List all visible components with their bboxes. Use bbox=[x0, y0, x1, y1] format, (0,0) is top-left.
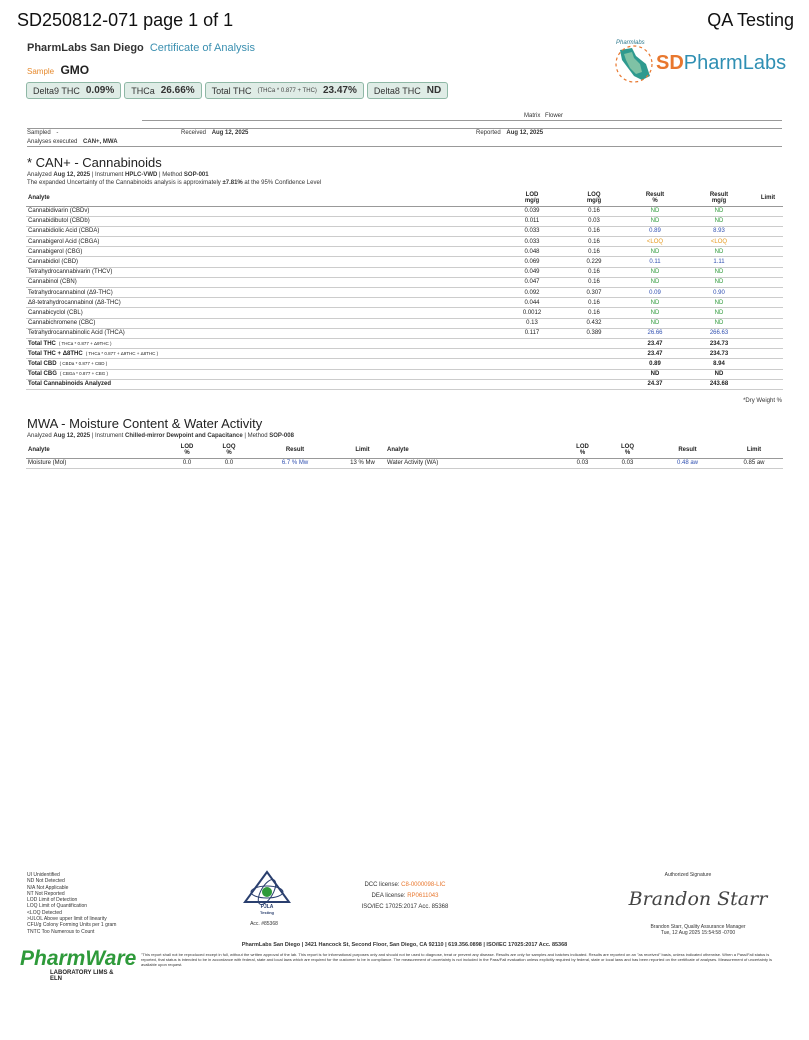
cell-limit bbox=[753, 318, 783, 328]
cell-analyte: Tetrahydrocannabinolic Acid (THCA) bbox=[26, 328, 501, 338]
table-row bbox=[26, 206, 783, 216]
cell-limit bbox=[753, 338, 783, 348]
instrument-value: Chilled-mirror Dewpoint and Capacitance bbox=[124, 433, 243, 439]
cell-lod: 0.039 bbox=[501, 206, 563, 216]
cell-result-mg: ND bbox=[685, 277, 753, 287]
signatory bbox=[628, 924, 768, 936]
cell-total-name bbox=[26, 338, 501, 348]
total-formula: ( THCa * 0.877 + Δ9THC + Δ8THC ) bbox=[85, 350, 159, 356]
cell-result: 6.7 % Mw bbox=[250, 458, 340, 468]
cell-analyte: Cannabidiol (CBD) bbox=[26, 257, 501, 267]
table-row bbox=[26, 257, 783, 267]
abbreviation-item: <LOQ Detected bbox=[27, 909, 62, 916]
cell-limit bbox=[753, 257, 783, 267]
signature-date: Tue, 12 Aug 2025 15:54:58 -0700 bbox=[660, 930, 736, 936]
table-row bbox=[26, 277, 783, 287]
dcc-value: C8-0000098-LIC bbox=[401, 882, 446, 888]
cell-limit bbox=[753, 237, 783, 247]
col-analyte-2: Analyte bbox=[387, 446, 409, 453]
cell-result-pct: ND bbox=[625, 267, 685, 277]
sampled-label: Sampled bbox=[27, 130, 51, 136]
col-result-unit: % bbox=[652, 197, 658, 204]
matrix bbox=[524, 113, 563, 119]
pill-value: ND bbox=[426, 85, 442, 96]
cell-lod: 0.044 bbox=[501, 298, 563, 308]
cell-loq: 0.432 bbox=[563, 318, 625, 328]
col-limit: Limit bbox=[760, 194, 776, 201]
cell-result-mg: <LOQ bbox=[685, 237, 753, 247]
analyzed-label: Analyzed bbox=[27, 172, 52, 178]
method-label: Method bbox=[247, 433, 268, 439]
pill-label: Delta8 THC bbox=[373, 85, 421, 96]
col-loq-unit: mg/g bbox=[586, 197, 602, 204]
abbreviation-item: LOQ Limit of Quantification bbox=[27, 903, 88, 910]
cell-result-pct: 0.11 bbox=[625, 257, 685, 267]
cell-result-pct: ND bbox=[625, 216, 685, 226]
col-lod-unit: % bbox=[579, 449, 586, 456]
cell-lod: 0.0012 bbox=[501, 308, 563, 318]
pill-label: Total THC bbox=[211, 85, 252, 96]
cell-result-pct: 0.89 bbox=[625, 226, 685, 236]
cell-lod: 0.13 bbox=[501, 318, 563, 328]
dea-value: RP0611043 bbox=[407, 893, 439, 899]
dcc-license bbox=[350, 880, 460, 891]
table-row bbox=[26, 308, 783, 318]
reported-value: Aug 12, 2025 bbox=[506, 130, 544, 136]
col-loq-label: LOQ bbox=[621, 443, 634, 450]
abbreviation-item: >ULOL Above upper limit of linearity bbox=[27, 916, 107, 923]
divider bbox=[142, 120, 782, 121]
abbreviation-legend bbox=[27, 872, 116, 935]
iso-accreditation: ISO/IEC 17025:2017 Acc. 85368 bbox=[361, 904, 449, 910]
logo-pharmlabs: PharmLabs bbox=[683, 52, 787, 74]
table-row bbox=[26, 267, 783, 277]
cell-lod: 0.047 bbox=[501, 277, 563, 287]
coa-label: Certificate of Analysis bbox=[149, 42, 255, 54]
col-lod-label: LOD bbox=[525, 191, 539, 198]
total-formula: ( CBGa * 0.877 + CBG ) bbox=[59, 371, 109, 377]
logo-sd: SD bbox=[656, 52, 684, 74]
cell-loq: 0.389 bbox=[563, 328, 625, 338]
cell-result-mg: ND bbox=[685, 206, 753, 216]
cell-empty bbox=[501, 379, 563, 389]
pharmware-logo bbox=[20, 947, 137, 984]
pjla-sub: Testing bbox=[260, 910, 274, 915]
analyzed-label: Analyzed bbox=[27, 433, 52, 439]
cell-result-pct: ND bbox=[625, 308, 685, 318]
abbreviation-item: UI Unidentified bbox=[27, 872, 60, 878]
col-loq-label: LOQ bbox=[587, 191, 601, 198]
cell-result-mg: ND bbox=[685, 216, 753, 226]
cell-loq: 0.16 bbox=[563, 226, 625, 236]
total-formula: ( THCa * 0.877 + Δ9THC ) bbox=[58, 340, 112, 346]
total-row bbox=[26, 349, 783, 359]
can-analyzed-info: Analyzed Aug 12, 2025 | Instrument HPLC-VWD | Method SOP-001 bbox=[27, 172, 209, 178]
analyses-value: CAN+, MWA bbox=[83, 139, 118, 145]
col-lod-unit: % bbox=[184, 449, 190, 456]
col-result-label: Result bbox=[645, 191, 665, 198]
total-name: Total Cannabinoids Analyzed bbox=[28, 381, 112, 388]
received-value: Aug 12, 2025 bbox=[211, 130, 249, 136]
table-row bbox=[26, 318, 783, 328]
total-row bbox=[26, 338, 783, 348]
lab-name-text: PharmLabs San Diego bbox=[27, 42, 144, 54]
uncertainty-value: ±7.81% bbox=[222, 180, 243, 186]
cell-loq: 0.16 bbox=[563, 298, 625, 308]
col-lod-2 bbox=[560, 442, 605, 458]
dry-weight-note: *Dry Weight % bbox=[743, 398, 782, 404]
total-name: Total THC bbox=[28, 340, 56, 347]
cell-lod: 0.033 bbox=[501, 226, 563, 236]
pill-delta9 bbox=[26, 82, 121, 99]
cell-empty bbox=[501, 349, 563, 359]
pill-label: Delta9 THC bbox=[33, 85, 80, 96]
cell-result-pct: ND bbox=[625, 206, 685, 216]
cell-empty bbox=[563, 338, 625, 348]
cell-lod: 0.0 bbox=[166, 458, 208, 468]
total-row bbox=[26, 379, 783, 389]
logo-arc-text: Pharmlabs bbox=[616, 40, 645, 46]
col-lod-label: LOD bbox=[180, 443, 194, 450]
cell-result-mg: ND bbox=[685, 298, 753, 308]
report-type: QA Testing bbox=[707, 10, 794, 30]
cell-limit bbox=[753, 298, 783, 308]
cell-analyte: Tetrahydrocannabivarin (THCV) bbox=[26, 267, 501, 277]
cell-limit bbox=[753, 247, 783, 257]
cell-empty bbox=[563, 369, 625, 379]
can-section-title: * CAN+ - Cannabinoids bbox=[27, 155, 162, 170]
pill-value: 0.09% bbox=[85, 85, 115, 96]
disclaimer: "This report shall not be reproduced except in full, without the written approval of the lab. This report is for informational purposes only and should not be used to diagnose, treat or prevent any disease. Results are only for samples and batches indicated. Results are reported on an "as received" basis, unless indicated otherwise. When a Pass/Fail status is reported, that status is intended to be in accordance with federal, state and local laws which are required for the customer to be in compliance. The measurement of uncertainty is not included in the Pass/Fail evaluation unless explicitly required by federal, state or local laws and has been reported on the certificate of analyses. Measurement of uncertainty is available upon request. bbox=[141, 952, 772, 967]
col-limit: Limit bbox=[355, 446, 370, 453]
table-row bbox=[26, 247, 783, 257]
table-row bbox=[26, 458, 783, 468]
cell-analyte: Cannabicyclol (CBL) bbox=[26, 308, 501, 318]
cell-analyte: Cannabidiolic Acid (CBDA) bbox=[26, 226, 501, 236]
col-loq bbox=[208, 442, 250, 458]
cell-total-pct: 0.89 bbox=[625, 359, 685, 369]
col-result2-label: Result bbox=[709, 191, 729, 198]
cell-analyte: Cannabidivarin (CBDv) bbox=[26, 206, 501, 216]
cell-limit bbox=[753, 308, 783, 318]
cell-result-mg: ND bbox=[685, 308, 753, 318]
total-name: Total CBG bbox=[28, 371, 57, 378]
mwa-section-title: MWA - Moisture Content & Water Activity bbox=[27, 416, 263, 431]
cell-limit bbox=[753, 226, 783, 236]
abbreviation-item: TNTC Too Numerous to Count bbox=[27, 928, 95, 935]
total-row bbox=[26, 359, 783, 369]
col-limit-2: Limit bbox=[746, 446, 762, 453]
pill-value: 26.66% bbox=[160, 85, 195, 96]
pill-thca bbox=[124, 82, 201, 99]
lab-address: PharmLabs San Diego | 3421 Hancock St, Second Floor, San Diego, CA 92110 | 619.356.0898 | ISO/IEC 17025:2017 Acc. 85368 bbox=[241, 942, 568, 948]
cell-result-mg: ND bbox=[685, 318, 753, 328]
dcc-label: DCC license: bbox=[364, 882, 402, 888]
col-result-mg bbox=[685, 190, 753, 206]
signature: Brandon Starr bbox=[628, 888, 768, 910]
summary-pills bbox=[26, 82, 448, 99]
pjla-logo bbox=[237, 868, 297, 918]
col-loq-unit: % bbox=[226, 449, 232, 456]
cell-result-pct: <LOQ bbox=[625, 237, 685, 247]
cell-loq: 0.16 bbox=[563, 237, 625, 247]
cell-total-name bbox=[26, 359, 501, 369]
dea-label: DEA license: bbox=[371, 893, 408, 899]
cell-analyte: Cannabigerol (CBG) bbox=[26, 247, 501, 257]
total-formula: ( CBDa * 0.877 + CBD ) bbox=[59, 360, 108, 366]
col-result-2: Result bbox=[678, 446, 697, 453]
cell-limit bbox=[753, 216, 783, 226]
matrix-label: Matrix bbox=[524, 113, 541, 119]
sample-label: Sample bbox=[27, 67, 55, 76]
cell-empty bbox=[501, 369, 563, 379]
cell-limit bbox=[753, 349, 783, 359]
cell-result-mg: ND bbox=[685, 267, 753, 277]
reported-label: Reported bbox=[476, 130, 501, 136]
col-analyte: Analyte bbox=[28, 194, 50, 201]
cell-loq: 0.16 bbox=[563, 308, 625, 318]
divider bbox=[27, 128, 782, 129]
table-header bbox=[26, 442, 783, 458]
uncertainty-post: at the 95% Confidence Level bbox=[242, 180, 322, 186]
table-row bbox=[26, 216, 783, 226]
cell-result-mg: 266.63 bbox=[685, 328, 753, 338]
abbreviation-item: ND Not Detected bbox=[27, 878, 65, 885]
cell-total-pct: ND bbox=[625, 369, 685, 379]
table-header bbox=[26, 190, 783, 206]
abbreviation-item: LOD Limit of Detection bbox=[27, 897, 78, 904]
california-map-icon bbox=[612, 42, 656, 86]
pill-total-thc bbox=[205, 82, 364, 99]
pjla-name: PJLA bbox=[260, 904, 274, 910]
analyzed-value: Aug 12, 2025 bbox=[53, 172, 91, 178]
cell-total-mg: 8.94 bbox=[685, 359, 753, 369]
cell-analyte: Tetrahydrocannabinol (Δ9-THC) bbox=[26, 288, 501, 298]
cell-loq: 0.16 bbox=[563, 206, 625, 216]
cell-loq: 0.307 bbox=[563, 288, 625, 298]
logo-text bbox=[656, 52, 786, 75]
cell-lod: 0.117 bbox=[501, 328, 563, 338]
cell-analyte: Water Activity (WA) bbox=[385, 458, 560, 468]
cell-empty bbox=[501, 359, 563, 369]
cell-lod: 0.03 bbox=[560, 458, 605, 468]
total-row bbox=[26, 369, 783, 379]
moisture-table bbox=[26, 442, 783, 469]
method-value: SOP-001 bbox=[183, 172, 209, 178]
cell-limit: 0.85 aw bbox=[725, 458, 783, 468]
cell-loq: 0.16 bbox=[563, 267, 625, 277]
cell-total-pct: 24.37 bbox=[625, 379, 685, 389]
cell-result-pct: ND bbox=[625, 298, 685, 308]
received bbox=[181, 130, 248, 136]
cell-loq: 0.03 bbox=[605, 458, 650, 468]
method-label: Method bbox=[162, 172, 183, 178]
col-loq-unit: % bbox=[624, 449, 631, 456]
cell-result-pct: ND bbox=[625, 318, 685, 328]
pill-label: THCa bbox=[131, 85, 155, 96]
cell-loq: 0.16 bbox=[563, 277, 625, 287]
cell-empty bbox=[563, 379, 625, 389]
cell-total-mg: ND bbox=[685, 369, 753, 379]
col-lod bbox=[501, 190, 563, 206]
cell-limit bbox=[753, 369, 783, 379]
col-lod bbox=[166, 442, 208, 458]
cell-result-mg: 1.11 bbox=[685, 257, 753, 267]
cell-limit bbox=[753, 359, 783, 369]
cell-loq: 0.0 bbox=[208, 458, 250, 468]
cell-analyte: Cannabidibutol (CBDb) bbox=[26, 216, 501, 226]
divider bbox=[27, 146, 782, 147]
cell-lod: 0.049 bbox=[501, 267, 563, 277]
sampled-value: - bbox=[56, 130, 59, 136]
table-row bbox=[26, 226, 783, 236]
cell-empty bbox=[563, 359, 625, 369]
cell-analyte: Moisture (Mol) bbox=[26, 458, 166, 468]
cell-result: 0.48 aw bbox=[650, 458, 725, 468]
cell-total-pct: 23.47 bbox=[625, 338, 685, 348]
licenses bbox=[350, 880, 460, 913]
pill-delta8 bbox=[367, 82, 448, 99]
cell-analyte: Cannabinol (CBN) bbox=[26, 277, 501, 287]
abbreviation-item: CFU/g Colony Forming Units per 1 gram bbox=[27, 922, 117, 929]
cell-total-name bbox=[26, 369, 501, 379]
pharmware-sub: LABORATORY LIMS & ELN bbox=[50, 970, 114, 982]
cell-loq: 0.03 bbox=[563, 216, 625, 226]
cell-limit bbox=[753, 288, 783, 298]
cell-loq: 0.229 bbox=[563, 257, 625, 267]
cell-total-mg: 234.73 bbox=[685, 338, 753, 348]
cell-total-name bbox=[26, 379, 501, 389]
cell-limit bbox=[753, 267, 783, 277]
dea-license bbox=[350, 891, 460, 902]
report-title: SD250812-071 page 1 of 1 bbox=[17, 10, 234, 30]
uncertainty-note bbox=[27, 180, 321, 186]
cannabinoids-table bbox=[26, 190, 783, 390]
pharmware-name: PharmWare bbox=[20, 947, 137, 970]
analyzed-value: Aug 12, 2025 bbox=[53, 433, 91, 439]
cell-result-pct: 0.09 bbox=[625, 288, 685, 298]
cell-total-mg: 243.68 bbox=[685, 379, 753, 389]
instrument-label: Instrument bbox=[94, 172, 124, 178]
cell-limit bbox=[753, 277, 783, 287]
col-loq-label: LOQ bbox=[222, 443, 236, 450]
cell-result-pct: ND bbox=[625, 247, 685, 257]
instrument-value: HPLC-VWD bbox=[124, 172, 158, 178]
col-result2-unit: mg/g bbox=[711, 197, 727, 204]
signature-label: Authorized Signature bbox=[664, 872, 712, 878]
abbreviation-item: N/A Not Applicable bbox=[27, 884, 69, 891]
signatory-name: Brandon Starr, Quality Assurance Manager bbox=[650, 924, 746, 930]
table-row bbox=[26, 237, 783, 247]
total-name: Total CBD bbox=[28, 360, 57, 367]
table-row bbox=[26, 298, 783, 308]
matrix-value: Flower bbox=[545, 113, 564, 119]
cell-empty bbox=[501, 338, 563, 348]
pjla-acc: Acc. #85368 bbox=[250, 921, 278, 927]
cell-empty bbox=[563, 349, 625, 359]
cell-result-pct: ND bbox=[625, 277, 685, 287]
analyses-label: Analyses executed bbox=[27, 139, 78, 145]
table-row bbox=[26, 328, 783, 338]
pill-value: 23.47% bbox=[322, 85, 357, 96]
sample-row bbox=[27, 63, 89, 77]
cell-analyte: Cannabichromene (CBC) bbox=[26, 318, 501, 328]
col-loq bbox=[563, 190, 625, 206]
cell-result-pct: 26.66 bbox=[625, 328, 685, 338]
cell-lod: 0.011 bbox=[501, 216, 563, 226]
col-lod-label: LOD bbox=[576, 443, 589, 450]
col-result-pct bbox=[625, 190, 685, 206]
sampled bbox=[27, 130, 58, 136]
sample-value: GMO bbox=[60, 63, 90, 77]
cell-limit bbox=[753, 379, 783, 389]
cell-total-pct: 23.47 bbox=[625, 349, 685, 359]
cell-result-mg: 8.93 bbox=[685, 226, 753, 236]
cell-limit: 13 % Mw bbox=[340, 458, 385, 468]
received-label: Received bbox=[181, 130, 207, 136]
cell-total-name bbox=[26, 349, 501, 359]
col-loq-2 bbox=[605, 442, 650, 458]
sdpharmlabs-logo bbox=[612, 42, 787, 86]
instrument-label: Instrument bbox=[94, 433, 124, 439]
lab-name bbox=[27, 42, 255, 54]
cell-limit bbox=[753, 328, 783, 338]
cell-analyte: Δ8-tetrahydrocannabinol (Δ8-THC) bbox=[26, 298, 501, 308]
col-analyte: Analyte bbox=[28, 446, 50, 453]
cell-analyte: Cannabigerol Acid (CBGA) bbox=[26, 237, 501, 247]
uncertainty-pre: The expanded Uncertainty of the Cannabinoids analysis is approximately bbox=[27, 180, 223, 186]
abbreviation-item: NT Not Reported bbox=[27, 890, 65, 897]
col-lod-unit: mg/g bbox=[524, 197, 540, 204]
method-value: SOP-008 bbox=[269, 433, 294, 439]
cell-lod: 0.033 bbox=[501, 237, 563, 247]
cell-lod: 0.069 bbox=[501, 257, 563, 267]
cell-loq: 0.16 bbox=[563, 247, 625, 257]
cell-lod: 0.048 bbox=[501, 247, 563, 257]
col-result: Result bbox=[285, 446, 305, 453]
table-row bbox=[26, 288, 783, 298]
cell-total-mg: 234.73 bbox=[685, 349, 753, 359]
analyses-executed bbox=[27, 139, 118, 145]
cell-lod: 0.092 bbox=[501, 288, 563, 298]
cell-result-mg: ND bbox=[685, 247, 753, 257]
pill-formula: (THCa * 0.877 + THC) bbox=[257, 87, 317, 94]
cell-limit bbox=[753, 206, 783, 216]
cell-result-mg: 0.90 bbox=[685, 288, 753, 298]
mwa-analyzed-info: Analyzed Aug 12, 2025 | Instrument Chilled-mirror Dewpoint and Capacitance | Method SOP-008 bbox=[27, 433, 294, 439]
total-name: Total THC + Δ8THC bbox=[28, 350, 83, 357]
reported bbox=[476, 130, 543, 136]
